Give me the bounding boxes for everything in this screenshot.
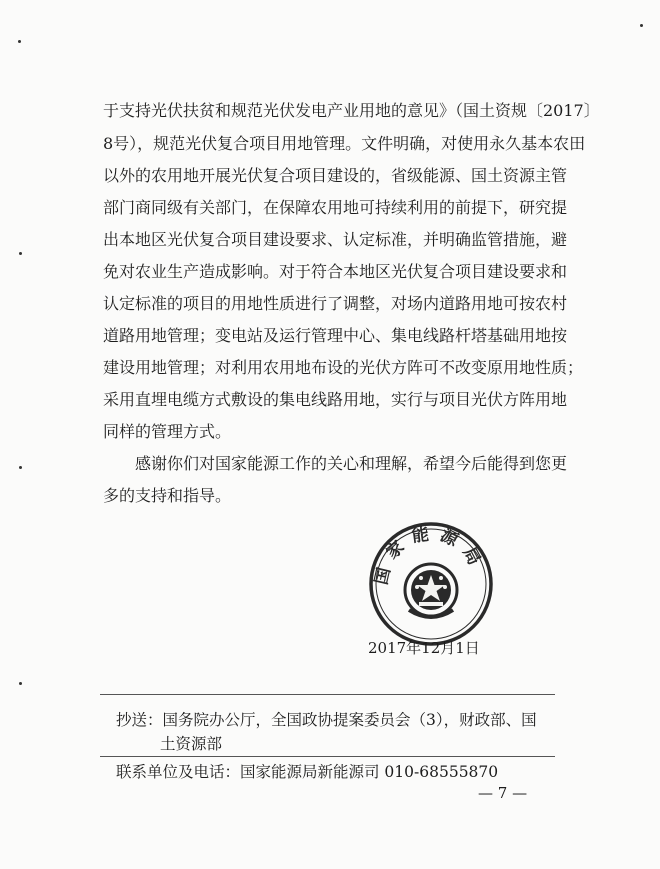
scan-dot [19,252,22,255]
scan-dot [18,40,21,43]
body-line: 认定标准的项目的用地性质进行了调整，对场内道路用地可按农村 [103,294,568,313]
body-line: 建设用地管理；对利用农用地布设的光伏方阵可不改变原用地性质； [103,358,584,377]
cc-line: 抄送：国务院办公厅，全国政协提案委员会（3），财政部、国 [116,711,537,729]
cc-line: 土资源部 [160,735,223,753]
official-seal-icon [367,520,495,648]
page-number: — 7 — [478,784,528,802]
body-line: 同样的管理方式。 [103,422,232,441]
body-line: 道路用地管理；变电站及运行管理中心、集电线路杆塔基础用地按 [103,326,568,345]
body-line: 于支持光伏扶贫和规范光伏发电产业用地的意见》（国土资规〔2017〕 [103,101,600,120]
svg-text:国家能源局: 国家能源局 [371,523,489,587]
scan-dot [19,466,22,469]
scan-dot [640,24,643,27]
body-line: 出本地区光伏复合项目建设要求、认定标准，并明确监管措施，避 [103,230,568,249]
divider [100,694,555,695]
scan-dot [19,682,22,685]
divider [100,756,555,757]
body-line: 8号），规范光伏复合项目用地管理。文件明确，对使用永久基本农田 [103,134,586,153]
body-line: 免对农业生产造成影响。对于符合本地区光伏复合项目建设要求和 [103,262,568,281]
body-line: 部门商同级有关部门，在保障农用地可持续利用的前提下，研究提 [103,198,568,217]
contact-line: 联系单位及电话：国家能源局新能源司 010-68555870 [116,763,499,781]
closing-line: 感谢你们对国家能源工作的关心和理解，希望今后能得到您更 [135,454,568,473]
body-line: 采用直埋电缆方式敷设的集电线路用地，实行与项目光伏方阵用地 [103,390,568,409]
body-line: 以外的农用地开展光伏复合项目建设的，省级能源、国土资源主管 [103,166,568,185]
issue-date: 2017年12月1日 [368,639,480,657]
closing-line: 多的支持和指导。 [103,486,232,505]
